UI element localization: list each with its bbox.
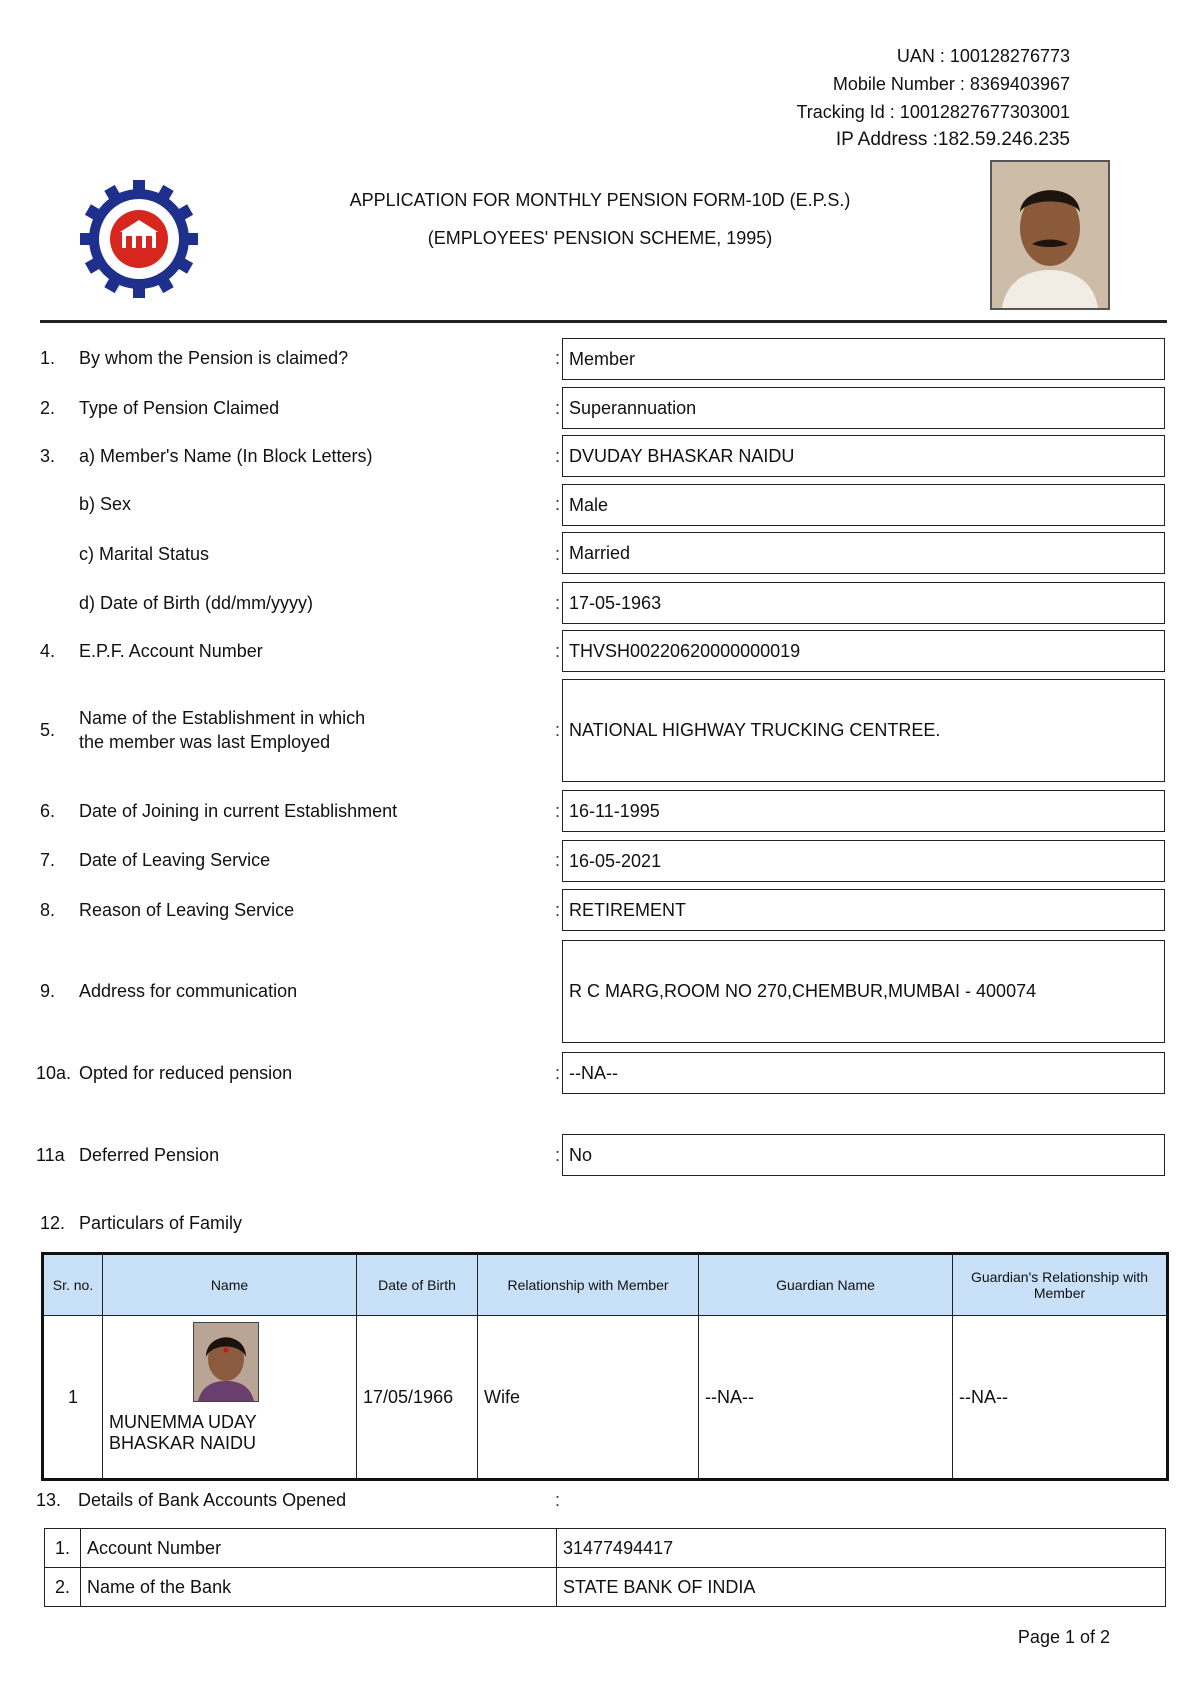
colon: :: [555, 446, 561, 466]
row-number: 11a: [36, 1145, 65, 1165]
member-name-field: DVUDAY BHASKAR NAIDU: [562, 435, 1165, 477]
colon: :: [555, 1490, 561, 1510]
page-number: Page 1 of 2: [1017, 1627, 1110, 1647]
bank-row-number: 2.: [45, 1568, 81, 1607]
pension-claimed-by-field: Member: [562, 338, 1165, 380]
pension-type-label: Type of Pension Claimed: [79, 398, 280, 418]
colon: :: [555, 544, 561, 564]
reduced-pension-field: --NA--: [562, 1052, 1165, 1094]
bank-row-value: 31477494417: [557, 1529, 1166, 1568]
relationship-cell: Wife: [478, 1316, 699, 1480]
table-row: [45, 1568, 1166, 1607]
column-header: Guardian's Relationship with Member: [953, 1254, 1168, 1316]
row-number: 1.: [40, 348, 56, 368]
header-info: [670, 42, 1070, 154]
guardian-name-cell: --NA--: [699, 1316, 953, 1480]
name-cell: [103, 1316, 357, 1480]
column-header: Name: [103, 1254, 357, 1316]
bank-row-label: Name of the Bank: [81, 1568, 557, 1607]
colon: :: [555, 801, 561, 821]
marital-status-label: c) Marital Status: [79, 544, 210, 564]
mobile-text: Mobile Number : 8369403967: [832, 74, 1070, 94]
uan-text: UAN : 100128276773: [896, 46, 1070, 66]
establishment-field: NATIONAL HIGHWAY TRUCKING CENTREE.: [562, 679, 1165, 782]
row-number: 13.: [36, 1490, 62, 1510]
colon: :: [555, 900, 561, 920]
member-name-label: a) Member's Name (In Block Letters): [79, 446, 373, 466]
form-subtitle: (EMPLOYEES' PENSION SCHEME, 1995): [427, 228, 773, 248]
dob-field: 17-05-1963: [562, 582, 1165, 624]
leaving-reason-label: Reason of Leaving Service: [79, 900, 295, 920]
family-table-header: [43, 1254, 1168, 1316]
pension-type-field: Superannuation: [562, 387, 1165, 429]
form-title: APPLICATION FOR MONTHLY PENSION FORM-10D (E.P.S.): [349, 190, 851, 210]
column-header: Date of Birth: [357, 1254, 478, 1316]
tracking-text: Tracking Id : 10012827677303001: [796, 102, 1070, 122]
family-member-name-line1: MUNEMMA UDAY: [109, 1412, 257, 1432]
colon: :: [555, 348, 561, 368]
column-header: Sr. no.: [43, 1254, 103, 1316]
colon: :: [555, 593, 561, 613]
bank-row-number: 1.: [45, 1529, 81, 1568]
bank-heading: Details of Bank Accounts Opened: [78, 1490, 347, 1510]
leaving-date-field: 16-05-2021: [562, 840, 1165, 882]
epf-account-label: E.P.F. Account Number: [79, 641, 263, 661]
sex-field: Male: [562, 484, 1165, 526]
leaving-reason-field: RETIREMENT: [562, 889, 1165, 931]
epf-account-field: THVSH00220620000000019: [562, 630, 1165, 672]
address-label: Address for communication: [79, 981, 298, 1001]
dob-label: d) Date of Birth (dd/mm/yyyy): [79, 593, 314, 613]
family-heading: Particulars of Family: [79, 1213, 243, 1233]
bank-row-label: Account Number: [81, 1529, 557, 1568]
reduced-pension-label: Opted for reduced pension: [79, 1063, 293, 1083]
bank-row-value: STATE BANK OF INDIA: [557, 1568, 1166, 1607]
colon: :: [555, 720, 561, 740]
establishment-label-line2: the member was last Employed: [79, 732, 331, 752]
row-number: 6.: [40, 801, 56, 821]
colon: :: [555, 1145, 561, 1165]
table-row: [43, 1316, 1168, 1480]
sex-label: b) Sex: [79, 494, 132, 514]
row-number: 9.: [40, 981, 56, 1001]
guardian-relationship-cell: --NA--: [953, 1316, 1168, 1480]
column-header: Guardian Name: [699, 1254, 953, 1316]
colon: :: [555, 641, 561, 661]
marital-status-field: Married: [562, 532, 1165, 574]
joining-date-label: Date of Joining in current Establishment: [79, 801, 398, 821]
family-member-photo: [193, 1322, 259, 1402]
family-member-name-line2: BHASKAR NAIDU: [109, 1433, 257, 1453]
row-number: 12.: [40, 1213, 66, 1233]
row-number: 4.: [40, 641, 56, 661]
row-number: 2.: [40, 398, 56, 418]
dob-cell: 17/05/1966: [357, 1316, 478, 1480]
leaving-date-label: Date of Leaving Service: [79, 850, 271, 870]
column-header: Relationship with Member: [478, 1254, 699, 1316]
establishment-label-line1: Name of the Establishment in which: [79, 708, 366, 728]
address-field: R C MARG,ROOM NO 270,CHEMBUR,MUMBAI - 400074: [562, 940, 1165, 1043]
colon: :: [555, 398, 561, 418]
table-row: [45, 1529, 1166, 1568]
row-number: 8.: [40, 900, 56, 920]
sr-no-cell: 1: [43, 1316, 103, 1480]
pension-claimed-by-label: By whom the Pension is claimed?: [79, 348, 349, 368]
family-table: [41, 1252, 1169, 1481]
bank-table: [44, 1528, 1166, 1607]
establishment-label: [79, 706, 365, 754]
deferred-pension-label: Deferred Pension: [79, 1145, 220, 1165]
joining-date-field: 16-11-1995: [562, 790, 1165, 832]
row-number: 5.: [40, 720, 56, 740]
epfo-logo-icon: [80, 180, 198, 298]
row-number: 3.: [40, 446, 56, 466]
row-number: 7.: [40, 850, 56, 870]
colon: :: [555, 494, 561, 514]
member-photo: [990, 160, 1110, 310]
colon: :: [555, 850, 561, 870]
ip-text: IP Address :182.59.246.235: [835, 129, 1070, 150]
colon: :: [555, 1063, 561, 1083]
deferred-pension-field: No: [562, 1134, 1165, 1176]
header-divider: [40, 320, 1167, 323]
row-number: 10a.: [36, 1063, 72, 1083]
